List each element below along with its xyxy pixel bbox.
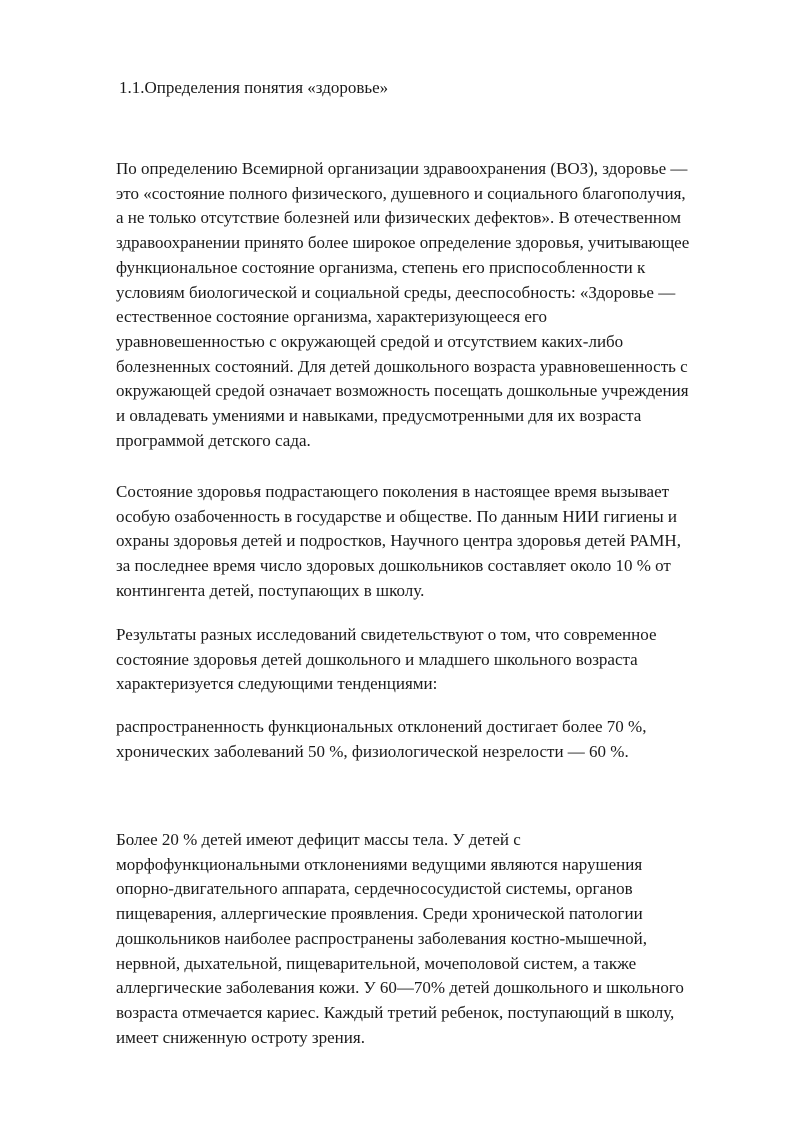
text-line: возраста отмечается кариес. Каждый третий ребенок, поступающий в школу, xyxy=(116,1002,675,1022)
section-heading: 1.1.Определения понятия «здоровье» xyxy=(119,78,389,97)
text-line: дошкольников наиболее распространены заболевания костно-мышечной, xyxy=(116,928,648,948)
text-line: программой детского сада. xyxy=(116,430,311,450)
text-line: и овладевать умениями и навыками, предусмотренными для их возраста xyxy=(116,406,642,426)
text-line: имеет сниженную остроту зрения. xyxy=(116,1027,365,1047)
text-line: нервной, дыхательной, пищеварительной, мочеполовой систем, а также xyxy=(116,953,637,973)
text-line: характеризуется следующими тенденциями: xyxy=(116,674,438,694)
paragraph-who-definition xyxy=(116,157,756,453)
text-line: болезненных состояний. Для детей дошкольного возраста уравновешенность с xyxy=(116,356,688,376)
text-line: за последнее время число здоровых дошкольников составляет около 10 % от xyxy=(116,556,671,576)
text-line: условиям биологической и социальной среды, дееспособность: «Здоровье — xyxy=(116,282,676,302)
text-line: Состояние здоровья подрастающего поколения в настоящее время вызывает xyxy=(116,482,670,501)
text-line: здравоохранении принято более широкое определение здоровья, учитывающее xyxy=(116,233,690,253)
text-line: а не только отсутствие болезней или физических дефектов». В отечественном xyxy=(116,208,681,228)
text-line: По определению Всемирной организации здравоохранения (ВОЗ), здоровье — xyxy=(116,159,688,178)
text-line: состояние здоровья детей дошкольного и младшего школьного возраста xyxy=(116,649,638,669)
text-line: опорно-двигательного аппарата, сердечнососудистой системы, органов xyxy=(116,879,633,899)
paragraph-prevalence xyxy=(116,715,756,764)
text-line: аллергические заболевания кожи. У 60—70% детей дошкольного и школьного xyxy=(116,978,684,998)
text-line: контингента детей, поступающих в школу. xyxy=(116,580,425,600)
paragraph-research-results xyxy=(116,623,756,697)
text-line: окружающей средой означает возможность посещать дошкольные учреждения xyxy=(116,381,689,401)
text-line: функциональное состояние организма, степень его приспособленности к xyxy=(116,257,646,277)
text-line: естественное состояние организма, характеризующееся его xyxy=(116,307,547,327)
text-line: пищеварения, аллергические проявления. Среди хронической патологии xyxy=(116,904,643,924)
text-line: Более 20 % детей имеют дефицит массы тела. У детей с xyxy=(116,830,521,849)
text-line: охраны здоровья детей и подростков, Научного центра здоровья детей РАМН, xyxy=(116,531,681,551)
text-line: это «состояние полного физического, душевного и социального благополучия, xyxy=(116,183,686,203)
text-line: особую озабоченность в государстве и обществе. По данным НИИ гигиены и xyxy=(116,506,677,526)
paragraph-body-weight xyxy=(116,828,756,1050)
text-line: распространенность функциональных отклонений достигает более 70 %, xyxy=(116,717,647,736)
text-line: морфофункциональными отклонениями ведущими являются нарушения xyxy=(116,854,643,874)
text-line: Результаты разных исследований свидетельствуют о том, что современное xyxy=(116,625,657,644)
paragraph-health-state xyxy=(116,480,756,604)
text-line: хронических заболеваний 50 %, физиологической незрелости — 60 %. xyxy=(116,741,629,761)
text-line: уравновешенностью с окружающей средой и отсутствием каких-либо xyxy=(116,331,624,351)
